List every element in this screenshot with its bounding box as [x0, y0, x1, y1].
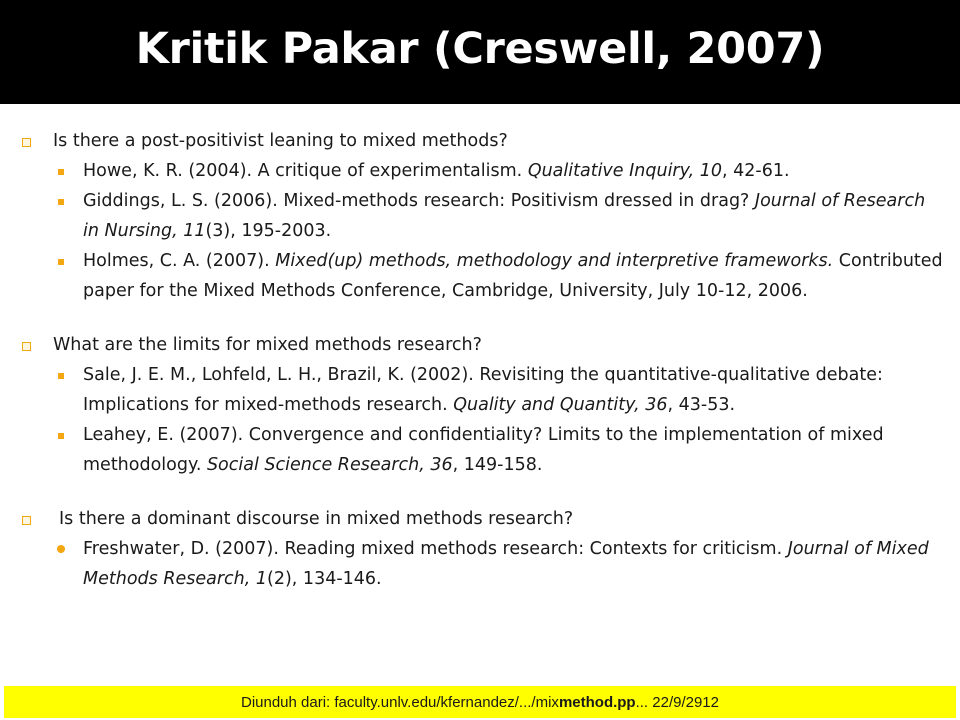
question-line: [20, 330, 945, 360]
reference-text: [83, 246, 943, 306]
reference-list: [20, 534, 945, 594]
question-text: Is there a dominant discourse in mixed methods research?: [59, 509, 574, 529]
reference-pages: , 43-53.: [667, 395, 736, 415]
reference-text: [83, 360, 943, 420]
reference-item: [58, 534, 945, 594]
reference-text: [83, 186, 943, 246]
question-line: [20, 504, 945, 534]
reference-journal: Quality and Quantity, 36: [453, 395, 668, 415]
reference-list: [20, 360, 945, 480]
square-bullet-icon: [58, 373, 64, 379]
title-bar: [0, 0, 960, 104]
reference-list: [20, 156, 945, 306]
hollow-square-bullet-icon: [22, 516, 31, 525]
reference-journal: Journal of Research in Nursing, 11: [83, 191, 926, 241]
square-bullet-icon: [58, 259, 64, 265]
section-dominant-discourse: [20, 504, 945, 594]
reference-journal: Journal of Mixed Methods Research, 1: [83, 539, 929, 589]
reference-item: [58, 246, 945, 306]
reference-text: [83, 156, 943, 186]
section-limits: [20, 330, 945, 480]
round-bullet-icon: [57, 545, 65, 553]
reference-item: [58, 186, 945, 246]
square-bullet-icon: [58, 433, 64, 439]
reference-part: Giddings, L. S. (2006). Mixed-methods research: Positivism dressed in drag?: [83, 191, 755, 211]
footer-source-suffix: ... 22/9/2912: [635, 693, 719, 711]
reference-details: Contributed paper for the Mixed Methods Conference, Cambridge, University, July 10-12, 2006.: [83, 251, 943, 301]
question-line: [20, 126, 945, 156]
footer-source-prefix: Diunduh dari: faculty.unlv.edu/kfernandez/.../mix: [240, 693, 559, 711]
square-bullet-icon: [58, 169, 64, 175]
slide-content: [20, 126, 945, 594]
reference-part: Sale, J. E. M., Lohfeld, L. H., Brazil, K. (2002). Revisiting the quantitative-qualitative debate: Implications for mixed-methods research.: [83, 365, 883, 415]
question-text: Is there a post-positivist leaning to mixed methods?: [53, 131, 508, 151]
reference-title: Mixed(up) methods, methodology and interpretive frameworks.: [275, 251, 834, 271]
hollow-square-bullet-icon: [22, 342, 31, 351]
footer-source-bold: method.pp: [558, 693, 636, 711]
hollow-square-bullet-icon: [22, 138, 31, 147]
reference-text: [83, 420, 943, 480]
reference-item: [58, 420, 945, 480]
reference-part: Holmes, C. A. (2007).: [83, 251, 276, 271]
section-post-positivist: [20, 126, 945, 306]
reference-pages: , 42-61.: [722, 161, 790, 181]
reference-pages: (2), 134-146.: [267, 569, 382, 589]
reference-item: [58, 156, 945, 186]
slide-title: Kritik Pakar (Creswell, 2007): [135, 24, 825, 74]
reference-pages: , 149-158.: [452, 455, 543, 475]
source-footer: [4, 686, 956, 718]
reference-journal: Qualitative Inquiry, 10: [527, 161, 723, 181]
reference-item: [58, 360, 945, 420]
reference-part: Howe, K. R. (2004). A critique of experimentalism.: [83, 161, 528, 181]
question-text: What are the limits for mixed methods research?: [53, 335, 482, 355]
reference-pages: (3), 195-2003.: [205, 221, 332, 241]
reference-part: Freshwater, D. (2007). Reading mixed methods research: Contexts for criticism.: [83, 539, 788, 559]
reference-part: Leahey, E. (2007). Convergence and confidentiality? Limits to the implementation of mixed methodology.: [83, 425, 884, 475]
reference-journal: Social Science Research, 36: [206, 455, 453, 475]
square-bullet-icon: [58, 199, 64, 205]
reference-text: [83, 534, 943, 594]
